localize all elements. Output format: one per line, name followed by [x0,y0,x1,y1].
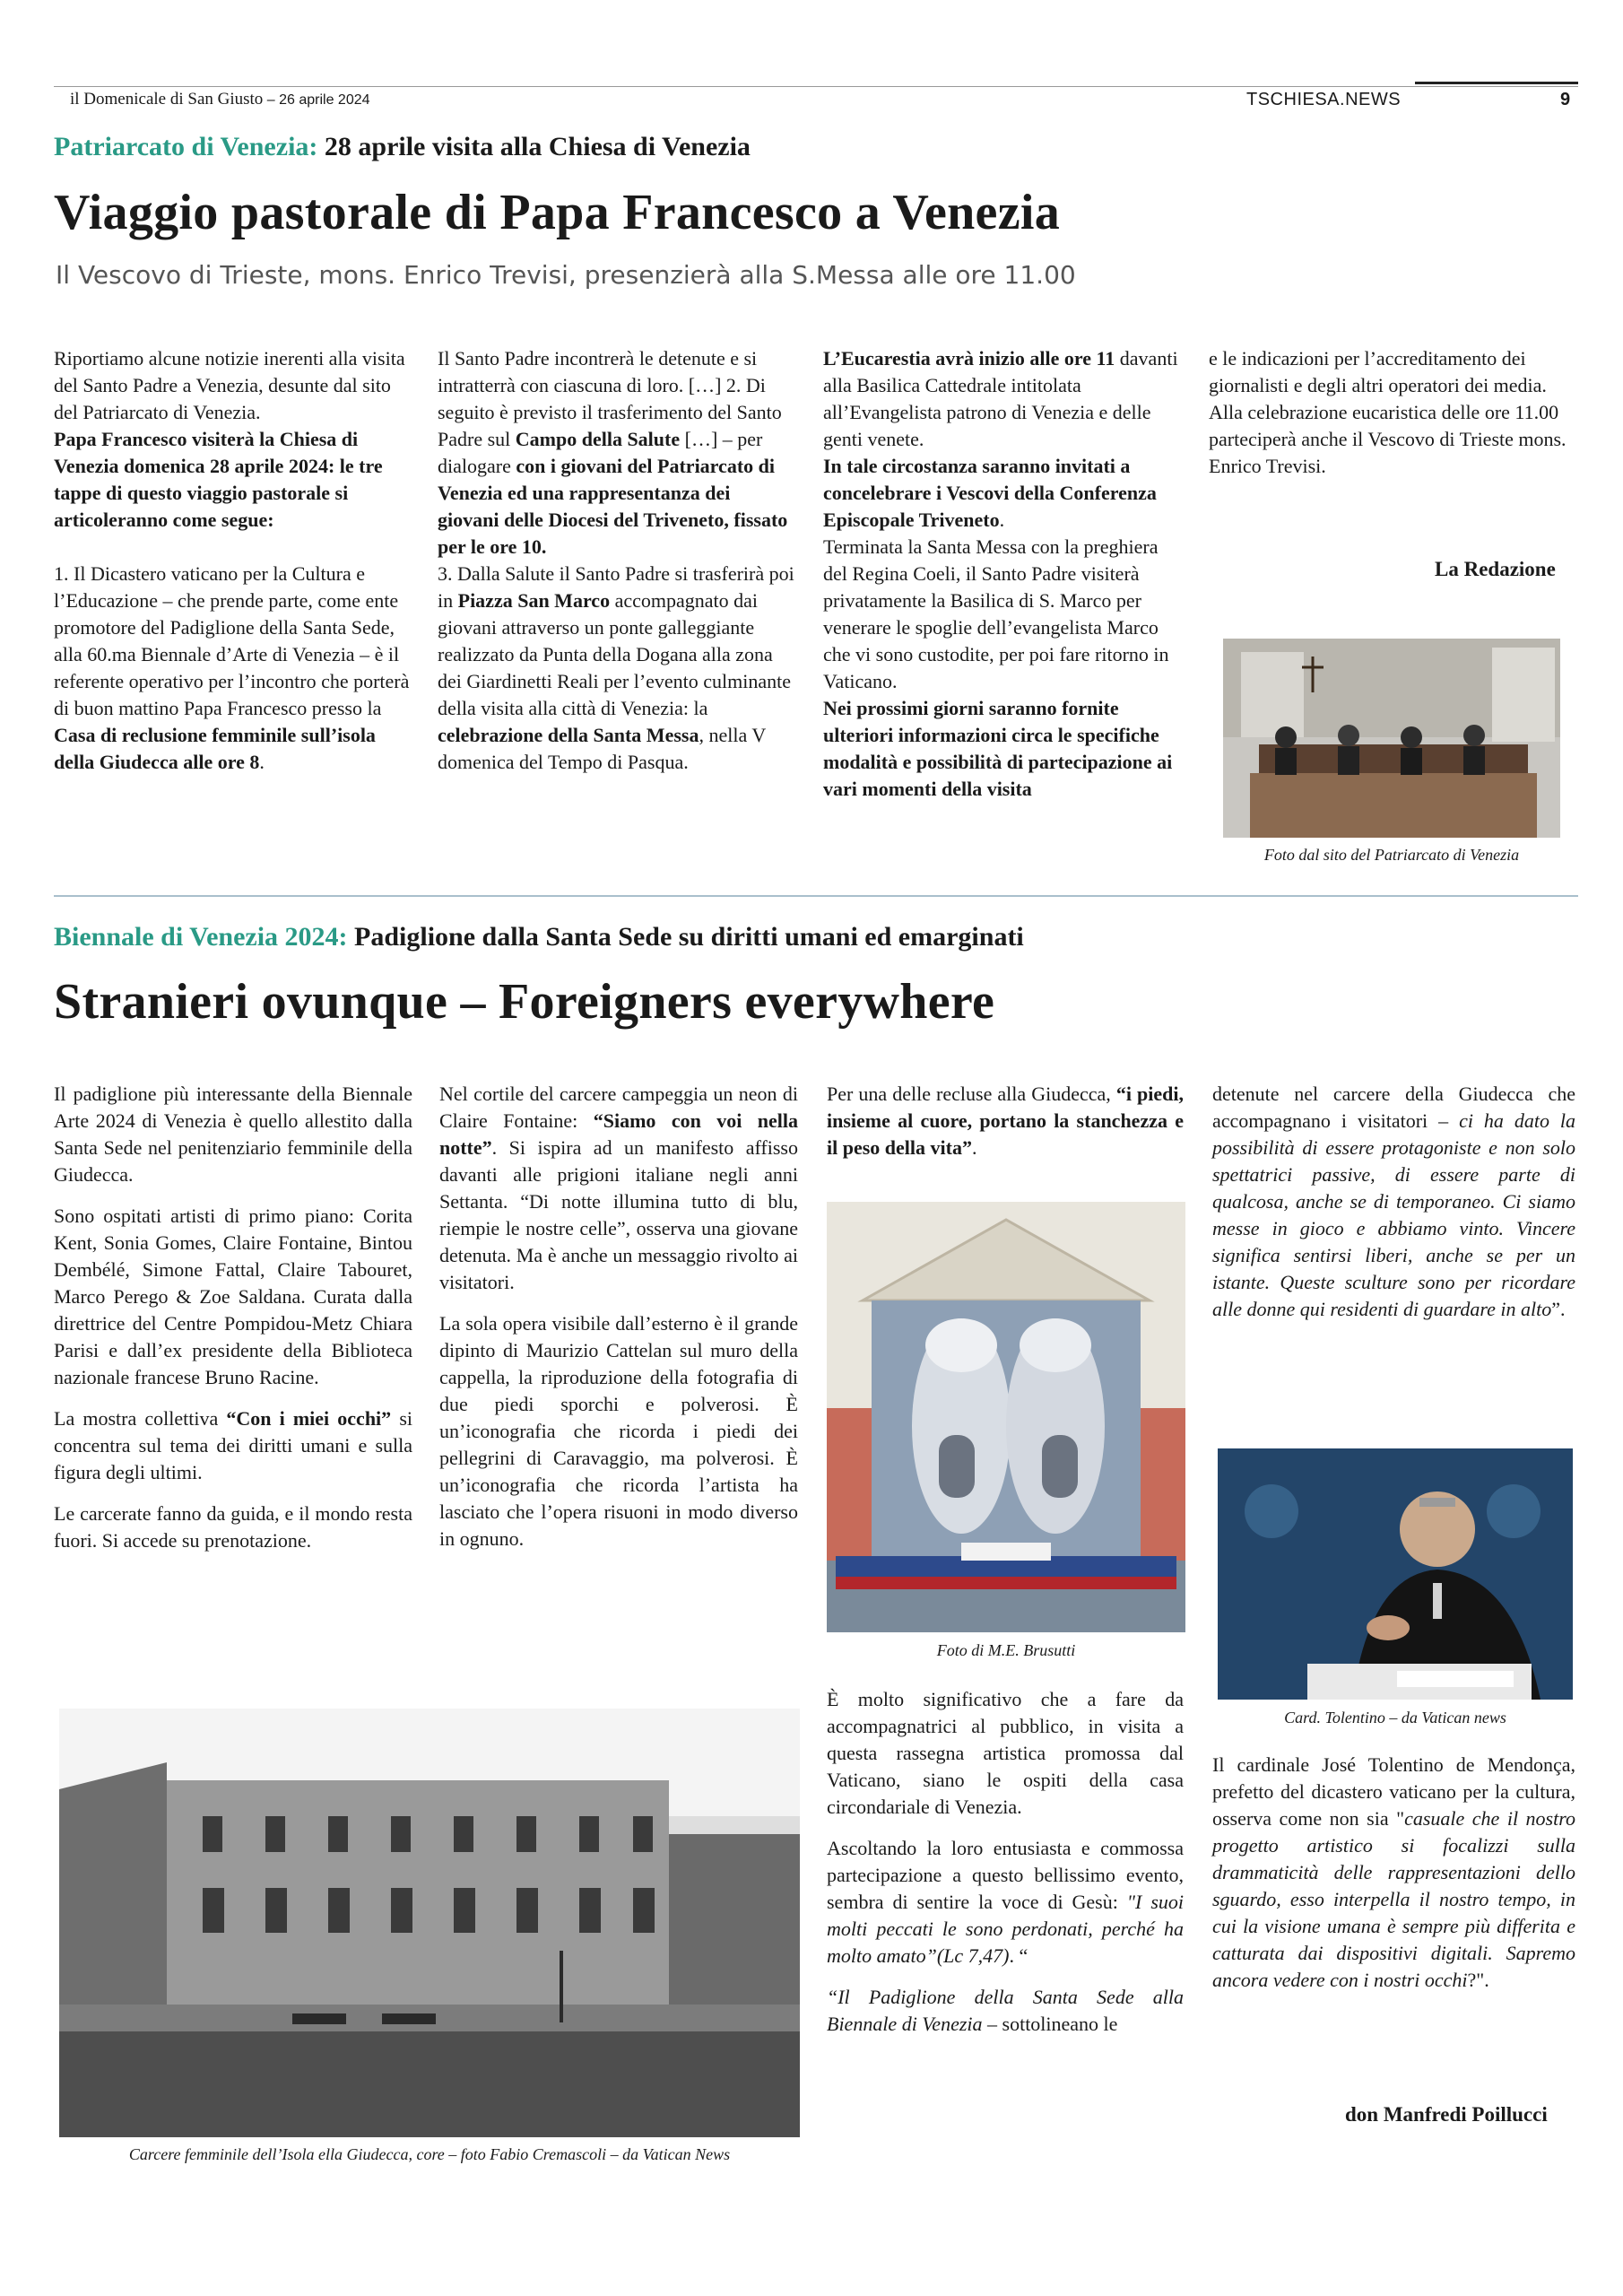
article2-kicker: Biennale di Venezia 2024: Padiglione dalla Santa Sede su diritti umani ed emarginati [54,922,1024,952]
article2-title: Stranieri ovunque – Foreigners everywhere [54,974,995,1030]
article1-column-4: e le indicazioni per l’accreditamento dei giornalisti e degli altri operatori dei media. Alla celebrazione eucaristica delle ore 11.00 parteciperà anche il Vescovo di Trieste mons. Enrico Trevisi. [1209,347,1567,477]
article1-column-2: Il Santo Padre incontrerà le detenute e si intratterrà con ciascuna di loro. […] 2. Di seguito è previsto il trasferimento del Santo Padre sul Campo della Salute […] – per dialogare con i giovani del Patriarcato di Venezia ed una rappresentanza dei giovani delle Diocesi del Triveneto, fissato per le ore 10. 3. Dalla Salute il Santo Padre si trasferirà poi in Piazza San Marco accompagnato dai giovani attraverso un ponte galleggiante realizzato da Punta della Dogana alla zona dei Giardinetti Reali per l’evento culminante della visita alla città di Venezia: la celebrazione della Santa Messa, nella V domenica del Tempo di Pasqua. [438,347,794,773]
article2-column-4-bottom: Il cardinale José Tolentino de Mendonça, prefetto del dicastero vaticano per la cultura, osserva come non sia "casuale che il nostro progetto artistico si focalizzi sulla drammaticità delle rappresentazioni dello sguardo, esso interpella il nostro tempo, in cui la visione umana è sempre più differita e catturata dai dispositivi digitali. Sapremo ancora vedere con i nostri occhi?". [1212,1753,1575,1991]
article1-photo-caption: Foto dal sito del Patriarcato di Venezia [1263,846,1520,864]
site-name: TSCHIESA.NEWS [1246,90,1402,109]
feet-photo-caption: Foto di M.E. Brusutti [936,1641,1076,1659]
header-rule [54,86,1578,87]
press-conference-photo [1223,639,1560,838]
section-separator [54,895,1578,897]
article1-subtitle: Il Vescovo di Trieste, mons. Enrico Trevisi, presenzierà alla S.Messa alle ore 11.00 [56,260,1076,290]
issue-date: – 26 aprile 2024 [263,92,370,108]
article2-column-3-bottom: È molto significativo che a fare da accompagnatrici al pubblico, in visita a questa rassegna artistica promossa dal Vaticano, siano le ospiti della casa circondariale di Venezia. Ascoltando la loro entusiasta e commossa partecipazione a questo bellissimo evento, sembra di sentire la voce di Gesù: "I suoi molti peccati le sono perdonati, perché ha molto amato”(Lc 7,47). “ “Il Padiglione della Santa Sede alla Biennale di Venezia – sottolineano le [827,1688,1184,2035]
article2-signature: don Manfredi Poillucci [1345,2103,1548,2126]
article1-column-3: L’Eucarestia avrà inizio alle ore 11 davanti alla Basilica Cattedrale intitolata all’Evangelista patrono di Venezia e delle genti venete. In tale circostanza saranno invitati a concelebrare i Vescovi della Conferenza Episcopale Triveneto. Terminata la Santa Messa con la preghiera del Regina Coeli, il Santo Padre visiterà privatamente la Basilica di S. Marco per venerare le spoglie dell’evangelista Marco che vi sono custodite, per poi fare ritorno in Vaticano. Nei prossimi giorni saranno fornite ulteriori informazioni circa le specifiche modalità e possibilità di partecipazione ai vari momenti della visita [823,347,1178,800]
page-header [54,79,1578,115]
prison-photo-caption: Carcere femminile dell’Isola ella Giudecca, core – foto Fabio Cremascoli – da Vatican News [128,2145,731,2163]
newspaper-name: il Domenicale di San Giusto – 26 aprile 2024 [70,90,370,109]
giudecca-prison-photo [59,1709,800,2137]
article2-column-2: Nel cortile del carcere campeggia un neon di Claire Fontaine: “Siamo con voi nella notte”. Si ispira ad un manifesto affisso davanti alle prigioni italiane negli anni Settanta. “Di notte illumina tutto di blu, riempie le nostre celle”, osserva una giovane detenuta. Ma è anche un messaggio rivolto ai visitatori. La sola opera visibile dall’esterno è il grande dipinto di Maurizio Cattelan sul muro della cappella, la riproduzione della fotografia di due piedi sporchi e polverosi. È un’iconografia che ricorda i piedi dei pellegrini di Caravaggio, ma polverosi. È un’iconografia che ricorda l’artista ha lasciato che l’opera risuoni in modo diverso in ognuno. [439,1083,799,1550]
article1-column-1: Riportiamo alcune notizie inerenti alla visita del Santo Padre a Venezia, desunte dal sito del Patriarcato di Venezia. Papa Francesco visiterà la Chiesa di Venezia domenica 28 aprile 2024: le tre tappe di questo viaggio pastorale si articoleranno come segue: 1. Il Dicastero vaticano per la Cultura e l’Educazione – che prende parte, come ente promotore del Padiglione della Santa Sede, alla 60.ma Biennale d’Arte di Venezia – è il referente operativo per l’incontro che porterà di buon mattino Papa Francesco presso la Casa di reclusione femminile sull’isola della Giudecca alle ore 8. [54,347,410,773]
article2-column-1: Il padiglione più interessante della Biennale Arte 2024 di Venezia è quello allestito dalla Santa Sede nel penitenziario femminile della Giudecca. Sono ospitati artisti di primo piano: Corita Kent, Sonia Gomes, Claire Fontaine, Bintou Dembélé, Simone Fattal, Claire Tabouret, Marco Perego & Zoe Saldana. Curata dalla direttrice del Centre Pompidou-Metz Chiara Parisi e dall’ex presidente della Biblioteca nazionale francese Bruno Racine. La mostra collettiva “Con i miei occhi” si concentra sul tema dei diritti umani e sulla figura degli ultimi. Le carcerate fanno da guida, e il mondo resta fuori. Si accede su prenotazione. [54,1083,412,1552]
article1-title: Viaggio pastorale di Papa Francesco a Venezia [54,185,1061,240]
article2-column-3-top: Per una delle recluse alla Giudecca, “i piedi, insieme al cuore, portano la stanchezza e il peso della vita”. [827,1083,1184,1159]
cattelan-feet-mural-photo [827,1202,1185,1632]
cardinal-photo-caption: Card. Tolentino – da Vatican news [1284,1709,1506,1726]
article1-signature: La Redazione [1435,558,1556,580]
cardinal-tolentino-photo [1218,1448,1573,1700]
header-accent-bar [1415,82,1578,84]
article1-kicker: Patriarcato di Venezia: 28 aprile visita alla Chiesa di Venezia [54,132,751,161]
article2-column-4-top: detenute nel carcere della Giudecca che accompagnano i visitatori – ci ha dato la possibilità di essere protagoniste e non solo spettatrici passive, di essere parte di qualcosa, anche se di temporaneo. Ci siamo messe in gioco e abbiamo vinto. Vincere significa sentirsi liberi, anche se per un istante. Queste sculture sono per ricordare alle donne qui residenti di guardare in alto”. [1212,1083,1576,1320]
page-number: 9 [1560,90,1571,109]
